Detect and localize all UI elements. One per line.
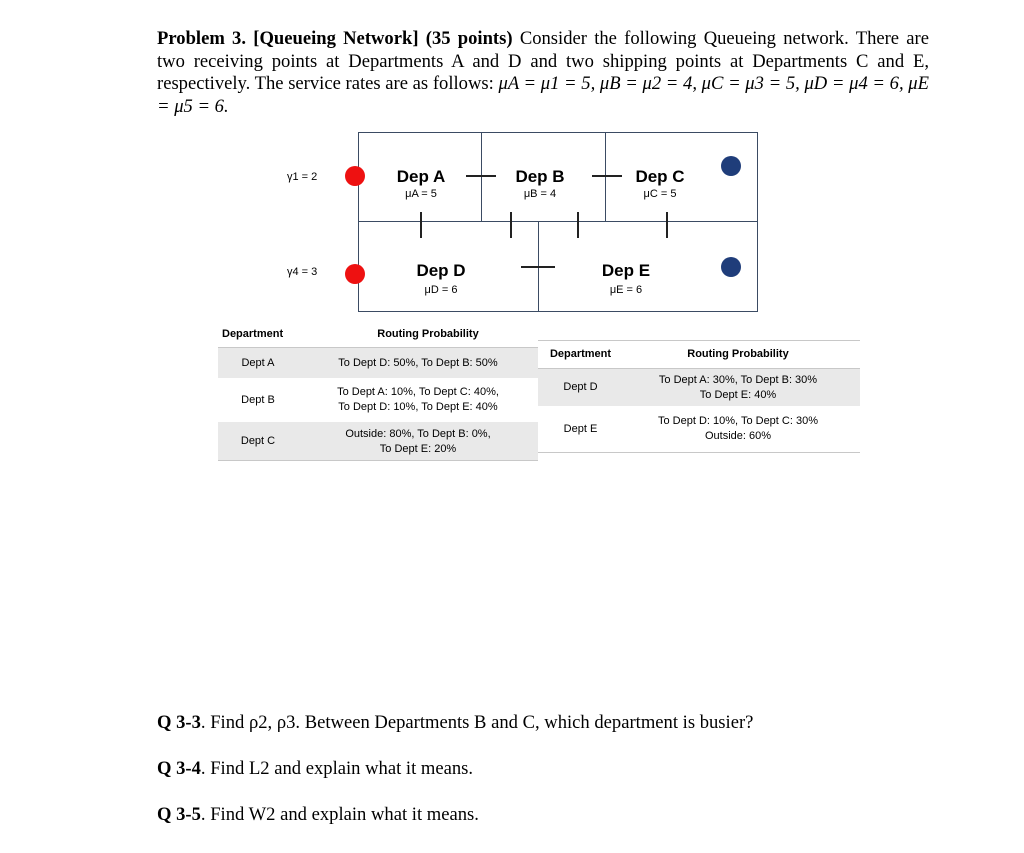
- dept-a-box: [358, 132, 482, 222]
- shipping-point-c: [721, 156, 741, 176]
- receiving-point-d: [345, 264, 365, 284]
- table-header-routing: Routing Probability: [377, 328, 479, 340]
- row-routing: To Dept D: 50%, To Dept B: 50%: [338, 357, 498, 369]
- row-dept: Dept D: [563, 381, 598, 393]
- dept-b-rate: μB = 4: [523, 188, 557, 200]
- connector-b-d: [510, 212, 512, 238]
- dept-a-rate: μA = 5: [405, 188, 437, 200]
- question-3-3: [157, 712, 753, 734]
- table-rule: [218, 460, 538, 461]
- table-row: [218, 378, 538, 420]
- row-routing-line2: To Dept E: 20%: [379, 443, 457, 455]
- routing-table-left: [218, 322, 538, 462]
- dept-c-name: Dep C: [635, 167, 685, 186]
- question-3-4: [157, 758, 473, 780]
- dept-b-box: [481, 132, 606, 222]
- dept-e-box: [538, 221, 758, 312]
- receiving-point-a: [345, 166, 365, 186]
- table-header-department: Department: [222, 328, 284, 340]
- row-routing-line2: To Dept D: 10%, To Dept E: 40%: [338, 401, 498, 413]
- dept-c-rate: μC = 5: [643, 188, 677, 200]
- question-text: . Find W2 and explain what it means.: [200, 804, 479, 825]
- table-row: [538, 410, 860, 450]
- gamma1-label: γ1 = 2: [287, 171, 318, 183]
- table-rule: [538, 340, 860, 341]
- connector-c-e: [666, 212, 668, 238]
- connector-a-b: [466, 175, 496, 177]
- row-dept: Dept B: [241, 394, 275, 406]
- question-label: Q 3-5: [157, 804, 201, 825]
- table-row: [218, 422, 538, 460]
- connector-d-e: [521, 266, 555, 268]
- table-header-routing: Routing Probability: [687, 348, 789, 360]
- dept-d-box: [358, 221, 539, 312]
- question-3-5: [157, 804, 479, 826]
- row-routing-line2: Outside: 60%: [704, 430, 772, 442]
- routing-table-right: [538, 340, 860, 455]
- row-routing-line1: To Dept A: 10%, To Dept C: 40%,: [337, 386, 499, 398]
- row-routing-line1: Outside: 80%, To Dept B: 0%,: [345, 428, 491, 440]
- shipping-point-e: [721, 257, 741, 277]
- row-routing-line2: To Dept E: 40%: [699, 389, 777, 401]
- row-routing-line1: To Dept D: 10%, To Dept C: 30%: [658, 415, 818, 427]
- dept-d-rate: μD = 6: [424, 284, 458, 296]
- dept-e-name: Dep E: [601, 261, 651, 280]
- table-header-department: Department: [549, 348, 612, 360]
- question-text: . Find ρ2, ρ3. Between Departments B and C, which department is busier?: [200, 712, 754, 733]
- connector-b-e: [577, 212, 579, 238]
- table-row: [218, 348, 538, 378]
- service-rates: μA = μ1 = 5, μB = μ2 = 4, μC = μ3 = 5, μD = μ4 = 6, μE = μ5 = 6.: [157, 73, 929, 117]
- connector-a-d: [420, 212, 422, 238]
- row-routing-line1: To Dept A: 30%, To Dept B: 30%: [658, 374, 818, 386]
- table-rule: [538, 452, 860, 453]
- problem-statement: [157, 28, 929, 118]
- connector-b-c: [592, 175, 622, 177]
- dept-e-rate: μE = 6: [609, 284, 643, 296]
- question-label: Q 3-3: [157, 712, 201, 733]
- gamma4-label: γ4 = 3: [287, 266, 318, 278]
- table-row: [538, 369, 860, 406]
- row-dept: Dept E: [563, 423, 598, 435]
- dept-a-name: Dep A: [396, 167, 446, 186]
- problem-intro: Consider the following Queueing network. There are two receiving points at Departments A and D and two shipping points at Departments C and E, respectively. The service rates are as follows:: [157, 28, 929, 94]
- dept-d-name: Dep D: [416, 261, 466, 280]
- dept-b-name: Dep B: [515, 167, 565, 186]
- question-label: Q 3-4: [157, 758, 201, 779]
- dept-c-box: [605, 132, 758, 222]
- problem-heading: Problem 3. [Queueing Network] (35 points): [157, 28, 513, 49]
- question-text: . Find L2 and explain what it means.: [200, 758, 474, 779]
- row-dept: Dept A: [241, 357, 275, 369]
- row-dept: Dept C: [240, 435, 276, 447]
